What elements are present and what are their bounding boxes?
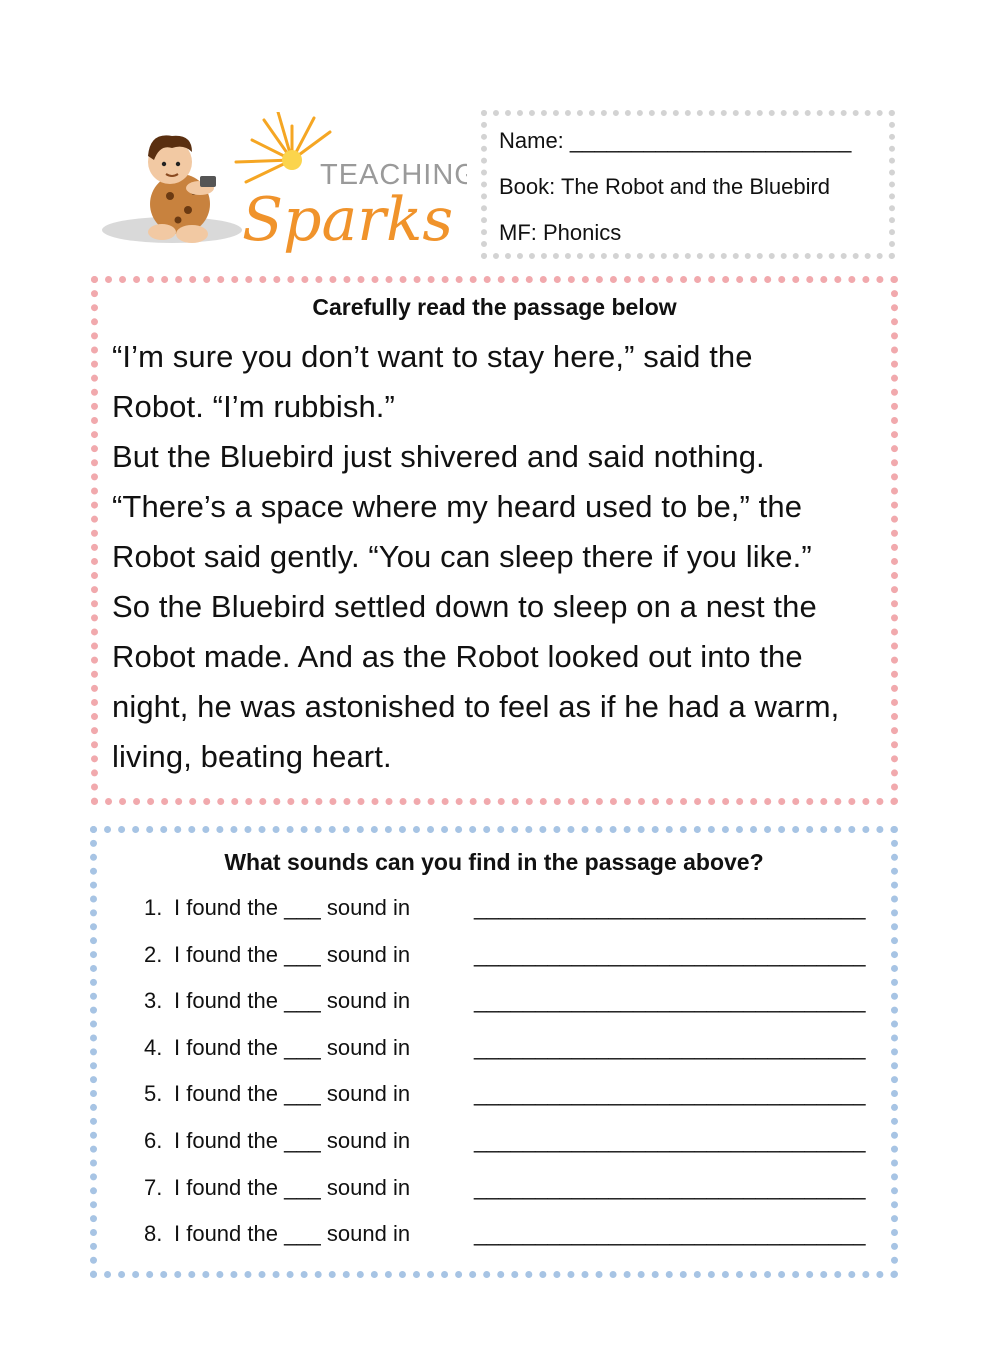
mf-label: MF: Phonics bbox=[499, 220, 622, 245]
question-row bbox=[144, 1081, 864, 1128]
questions-heading: What sounds can you find in the passage above? bbox=[224, 849, 764, 875]
question-list bbox=[144, 895, 864, 1268]
question-number: 1. bbox=[144, 895, 163, 920]
passage-line: night, he was astonished to feel as if he had a warm, bbox=[112, 689, 840, 724]
answer-line[interactable]: ________________________________ bbox=[474, 941, 866, 967]
question-row bbox=[144, 1035, 864, 1082]
passage-line: So the Bluebird settled down to sleep on a nest the bbox=[112, 589, 817, 624]
passage-box bbox=[91, 276, 898, 805]
question-row bbox=[144, 1221, 864, 1268]
question-text[interactable]: I found the ___ sound in bbox=[174, 1174, 411, 1200]
questions-box bbox=[90, 826, 898, 1278]
question-text[interactable]: I found the ___ sound in bbox=[174, 1081, 411, 1107]
answer-line[interactable]: ________________________________ bbox=[474, 1081, 866, 1107]
logo-brand-main: Sparks bbox=[242, 185, 454, 255]
teaching-sparks-logo bbox=[92, 112, 467, 257]
question-text[interactable]: I found the ___ sound in bbox=[174, 1034, 411, 1060]
question-row bbox=[144, 942, 864, 989]
passage-line: “There’s a space where my heard used to be,” the bbox=[112, 489, 803, 524]
passage-heading: Carefully read the passage below bbox=[312, 294, 677, 320]
passage-line: living, beating heart. bbox=[112, 739, 392, 774]
logo-artwork bbox=[92, 112, 467, 257]
passage-line: Robot made. And as the Robot looked out into the bbox=[112, 639, 803, 674]
question-number: 8. bbox=[144, 1221, 163, 1247]
passage-text bbox=[112, 332, 877, 782]
question-row bbox=[144, 1175, 864, 1222]
question-number: 2. bbox=[144, 941, 163, 967]
question-number: 6. bbox=[144, 1127, 163, 1153]
answer-line[interactable]: ________________________________ bbox=[474, 1221, 866, 1247]
student-info-box bbox=[481, 110, 895, 259]
question-text[interactable]: I found the ___ sound in bbox=[174, 988, 411, 1014]
question-text[interactable]: I found the ___ sound in bbox=[174, 941, 411, 967]
book-title: Book: The Robot and the Bluebird bbox=[499, 174, 831, 199]
name-field[interactable]: Name: _______________________ bbox=[499, 128, 852, 153]
question-number: 4. bbox=[144, 1034, 163, 1060]
logo-brand-top: TEACHING bbox=[320, 159, 467, 191]
passage-line: “I’m sure you don’t want to stay here,” said the bbox=[112, 339, 753, 374]
passage-line: But the Bluebird just shivered and said nothing. bbox=[112, 439, 765, 474]
answer-line[interactable]: ________________________________ bbox=[474, 988, 866, 1014]
passage-line: Robot said gently. “You can sleep there if you like.” bbox=[112, 539, 812, 574]
question-row bbox=[144, 1128, 864, 1175]
answer-line[interactable]: ________________________________ bbox=[474, 1174, 866, 1200]
question-text[interactable]: I found the ___ sound in bbox=[174, 1221, 411, 1247]
passage-line: Robot. “I’m rubbish.” bbox=[112, 389, 395, 424]
question-row bbox=[144, 988, 864, 1035]
question-row bbox=[144, 895, 864, 942]
question-number: 3. bbox=[144, 988, 163, 1014]
question-text[interactable]: I found the ___ sound in bbox=[174, 895, 411, 920]
question-text[interactable]: I found the ___ sound in bbox=[174, 1127, 411, 1153]
answer-line[interactable]: ________________________________ bbox=[474, 895, 866, 920]
answer-line[interactable]: ________________________________ bbox=[474, 1034, 866, 1060]
question-number: 7. bbox=[144, 1174, 163, 1200]
answer-line[interactable]: ________________________________ bbox=[474, 1127, 866, 1153]
question-number: 5. bbox=[144, 1081, 163, 1107]
